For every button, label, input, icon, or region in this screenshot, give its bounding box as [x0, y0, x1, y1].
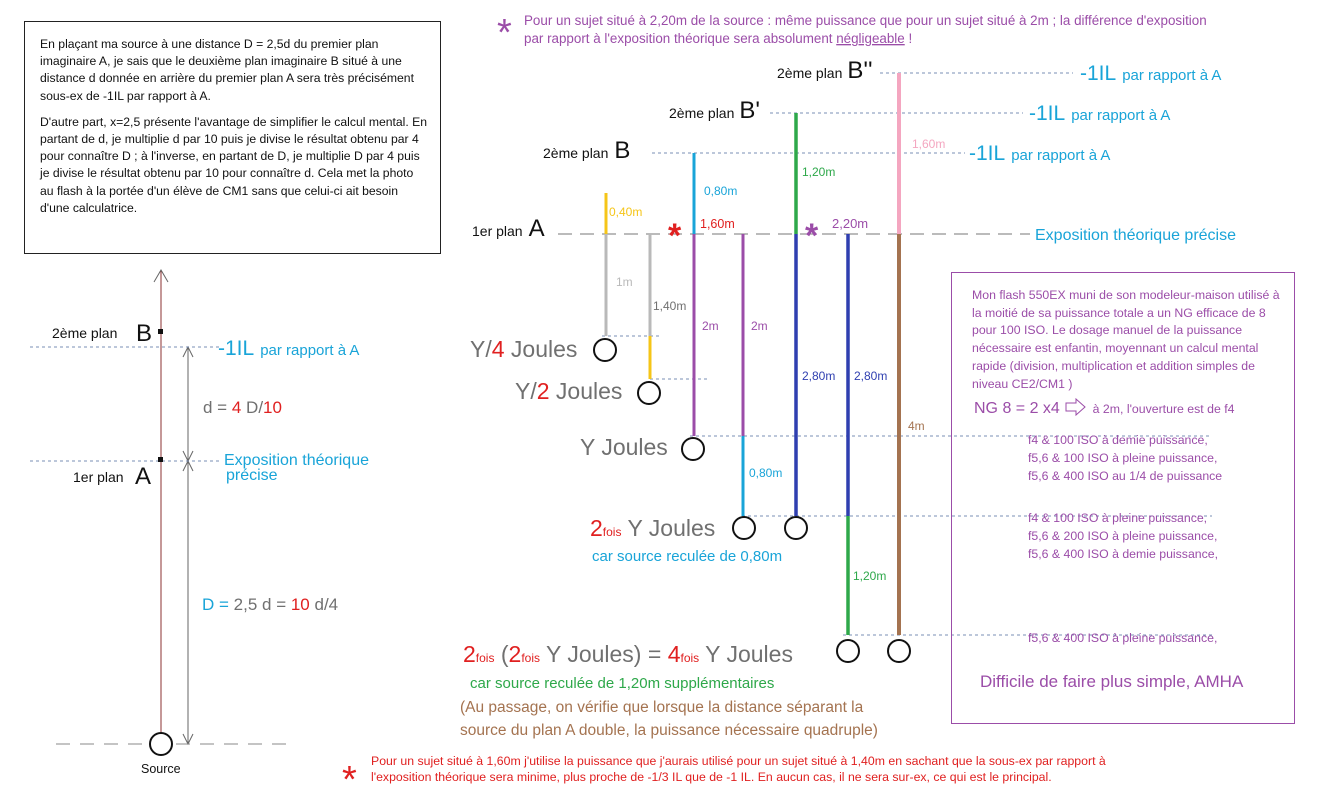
subject-circle-4y-b: [888, 640, 910, 662]
left-plan-b-text: 2ème plan: [52, 325, 118, 341]
top-note-line2: par rapport à l'exposition théorique sera absolument négligeable !: [524, 31, 913, 46]
flash-conclusion: Difficile de faire plus simple, AMHA: [980, 672, 1244, 691]
label-brown: 4m: [908, 419, 925, 433]
flash-intro-text: Mon flash 550EX muni de son modeleur-maison utilisé à la moitié de sa puissance totale a un NG efficace de 8 pour 100 ISO. Le dosage manuel de la puissance nécessaire est enfantin, moyennant un calcul mental rapide (division, multiplication et addition simples de niveau CE2/CM1 ): [972, 288, 1280, 391]
label-lightgrey: 1m: [616, 275, 633, 289]
ng-formula-row: [974, 398, 1234, 419]
top-note-line1: Pour un sujet situé à 2,20m de la source : même puissance que pour un sujet situé à 2m ; la différence d'exposition: [524, 13, 1207, 28]
group2-line-2: f5,6 & 200 ISO à pleine puissance,: [1028, 529, 1218, 543]
joules-y4: Y/4 Joules: [470, 336, 578, 362]
label-yellow-top: 0,40m: [609, 205, 643, 219]
plan-a-label: 1er plan A: [472, 215, 545, 242]
subject-circle-y2: [638, 382, 660, 404]
intro-paragraph-1: En plaçant ma source à une distance D = 2,5d du premier plan imaginaire A, je sais que le deuxième plan imaginaire B situé à une distance d donnée en arrière du premier plan A sera très précisément sous-ex de -1IL par rapport à A.: [40, 37, 414, 103]
subject-circle-y4: [594, 339, 616, 361]
left-plan-a-letter: A: [135, 463, 152, 490]
ng-formula: NG 8 = 2 x4: [974, 400, 1060, 417]
label-violet-at-a: 2,20m: [832, 216, 869, 231]
joules-four-sub: car source reculée de 1,20m supplémentaires: [470, 675, 775, 692]
label-green-top: 1,20m: [802, 165, 836, 179]
arrow-right-icon: [1065, 398, 1087, 416]
plan-b-label: 2ème plan B: [543, 137, 631, 164]
left-diagram: [30, 270, 369, 776]
subject-circle-2y-a: [733, 517, 755, 539]
plan-b-il: -1IL par rapport à A: [969, 142, 1111, 165]
flash-info-box: [951, 272, 1295, 724]
label-violet-1: 2m: [702, 319, 719, 333]
label-cyan-bottom: 0,80m: [749, 466, 783, 480]
left-point-b: [158, 329, 163, 334]
left-expo-line2: précise: [226, 467, 278, 484]
passage-line2: source du plan A double, la puissance nécessaire quadruple): [460, 722, 878, 739]
intro-text-box: [24, 21, 441, 254]
group1-line-2: f5,6 & 100 ISO à pleine puissance,: [1028, 451, 1218, 465]
bottom-note-asterisk: *: [342, 759, 357, 799]
left-plan-a-text: 1er plan: [73, 469, 124, 485]
label-red-at-a: 1,60m: [700, 217, 735, 231]
D-formula: D = 2,5 d = 10 d/4: [202, 595, 339, 614]
left-point-a: [158, 457, 163, 462]
group1-line-3: f5,6 & 400 ISO au 1/4 de puissance: [1028, 469, 1223, 483]
plan-b2-il: -1IL par rapport à A: [1080, 62, 1222, 85]
label-blue-2: 2,80m: [854, 369, 888, 383]
joules-four: 2fois (2fois Y Joules) = 4fois Y Joules: [463, 641, 793, 667]
group3-line-1: f5,6 & 400 ISO à pleine puissance,: [1028, 631, 1218, 645]
red-asterisk-marker: *: [668, 217, 682, 255]
left-source-label: Source: [141, 762, 181, 776]
joules-two: 2fois Y Joules: [590, 515, 716, 541]
top-note-asterisk: *: [497, 12, 512, 54]
subject-circle-2y-b: [785, 517, 807, 539]
group1-line-1: f4 & 100 ISO à demie puissance,: [1028, 433, 1208, 447]
group2-line-1: f4 & 100 ISO à pleine puissance,: [1028, 511, 1208, 525]
label-blue-1: 2,80m: [802, 369, 836, 383]
group2-line-3: f5,6 & 400 ISO à demie puissance,: [1028, 547, 1219, 561]
bottom-note-line2: l'exposition théorique sera minime, plus proche de -1/3 IL que de -1 IL. En aucun cas, il ne sera sur-ex, ce qui est le principal.: [371, 770, 1052, 784]
bottom-note-line1: Pour un sujet situé à 1,60m j'utilise la puissance que j'aurais utilisé pour un sujet situé à 1,40m en sachant que la sous-ex par rapport à: [371, 754, 1106, 768]
label-pink: 1,60m: [912, 137, 946, 151]
plan-a-expo: Exposition théorique précise: [1035, 227, 1237, 244]
plan-b1-il: -1IL par rapport à A: [1029, 102, 1171, 125]
label-grey: 1,40m: [653, 299, 687, 313]
passage-line1: (Au passage, on vérifie que lorsque la distance séparant la: [460, 699, 864, 716]
label-green-bottom: 1,20m: [853, 569, 887, 583]
plan-b2-label: 2ème plan B'': [777, 57, 873, 84]
subject-circle-4y-a: [837, 640, 859, 662]
plan-b1-label: 2ème plan B': [669, 97, 760, 124]
left-source-circle: [150, 733, 172, 755]
ng-result: à 2m, l'ouverture est de f4: [1092, 402, 1235, 416]
label-cyan-top: 0,80m: [704, 184, 738, 198]
left-il-value: -1IL par rapport à A: [218, 337, 360, 360]
intro-paragraph-2: D'autre part, x=2,5 présente l'avantage de simplifier le calcul mental. En partant de d, je multiplie d par 10 puis je divise le résultat obtenu par 4 pour connaître D ; à l'inverse, en partant de D, je multiplie D par 4 puis je divise le résultat obtenu par 10 pour connaître d. Cela met la photo au flash à la portée d'un élève de CM1 sans que celui-ci ait besoin d'une calculatrice.: [40, 114, 428, 215]
joules-y2: Y/2 Joules: [515, 378, 623, 404]
left-expo-line1: Exposition théorique: [224, 452, 369, 469]
label-violet-2: 2m: [751, 319, 768, 333]
d-formula: d = 4 D/10: [203, 398, 282, 417]
joules-y: Y Joules: [580, 434, 668, 460]
subject-circle-y: [682, 438, 704, 460]
left-plan-b-letter: B: [136, 320, 153, 347]
violet-asterisk-marker: *: [805, 217, 819, 255]
joules-two-sub: car source reculée de 0,80m: [592, 548, 783, 565]
